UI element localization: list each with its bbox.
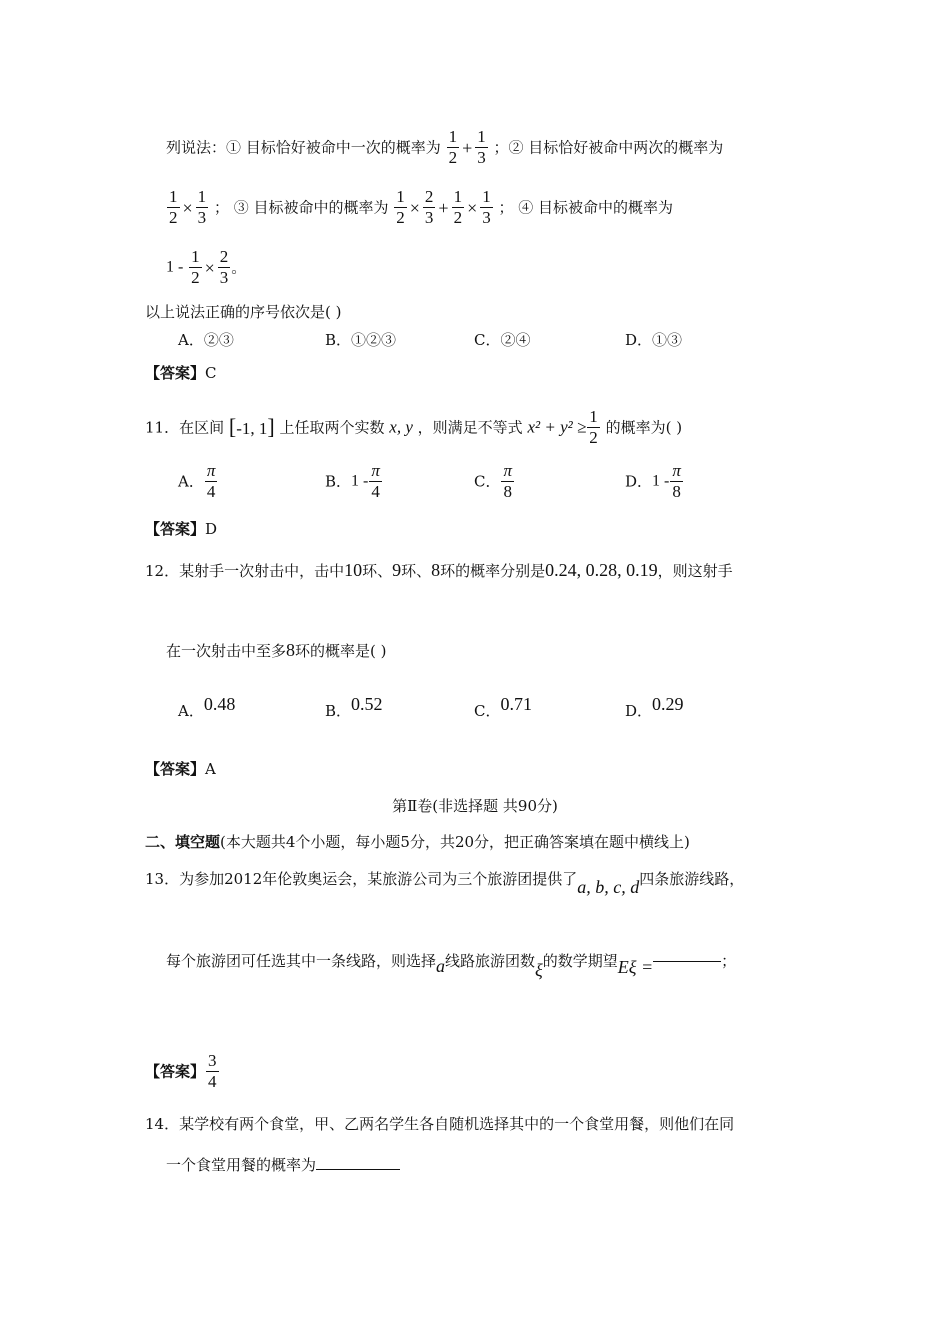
q12-n8: 8 [431, 560, 441, 580]
answer-value: A [205, 760, 216, 778]
q10-line3-prefix: 1 - [166, 258, 184, 276]
option-fraction [205, 462, 218, 501]
frac-num: π [672, 461, 681, 480]
q12-probs: 0.24, 0.28, 0.19 [545, 560, 658, 580]
fraction-one-half: $\frac{1}{2}$ [589, 407, 598, 447]
q12-line1-a: 12．某射手一次射击中，击中 [145, 562, 345, 580]
q13-answer-blank [653, 961, 721, 962]
q12-line1 [145, 560, 733, 581]
option-label: C． [474, 702, 501, 720]
q12-ring: 环、 [401, 562, 432, 580]
q11-prefix: 11．在区间 [145, 418, 225, 437]
fraction-one-half: $\frac{1}{2}$ [448, 127, 458, 167]
frac-den: 8 [672, 482, 681, 501]
option-label: C． [474, 472, 501, 491]
answer-label: 【答案】 [145, 1062, 206, 1081]
option-label: D． [625, 702, 653, 720]
q11-end: 的概率为( ) [605, 418, 683, 437]
q11-option-b [325, 462, 383, 501]
q10-line2-mid: ； ③ 目标被命中的概率为 [213, 198, 389, 217]
q12-option-c [474, 694, 532, 721]
q10-line2: $\frac{1}{2}$ × $\frac{1}{3}$ ； ③ 目标被命中的概率为 $\frac{1}{2}$ × $\frac{2}{3}$ + $\frac{1}{2}$ × $\frac{1}{3}$ ； ④ 目标被命中的概率为 [169, 187, 674, 227]
q11-inequality: x² + y² ≥ [527, 417, 587, 437]
answer-label: 【答案】 [145, 364, 206, 382]
q13-line2-end: ； [721, 952, 737, 970]
option-label: A． [178, 472, 204, 491]
option-value: 0.52 [351, 694, 383, 714]
frac-num: π [503, 461, 513, 480]
q11-vars: x, y [389, 417, 413, 437]
q13-line1 [145, 868, 745, 897]
q11-mid2: ，则满足不等式 [417, 418, 523, 437]
q12-line2-a: 在一次射击中至多 [166, 642, 287, 660]
q13-line2-b: 线路旅游团数 [445, 952, 536, 970]
q12-option-b [325, 694, 383, 721]
option-value: 0.48 [203, 694, 236, 714]
option-fraction [369, 462, 382, 501]
answer-label: 【答案】 [145, 520, 206, 538]
q11-option-c [474, 462, 515, 501]
option-label: A． [178, 702, 204, 720]
q10-answer [145, 363, 217, 383]
option-value: 0.29 [652, 694, 684, 714]
q13-line2 [166, 950, 737, 980]
q13-expectation: Eξ = [617, 957, 654, 977]
frac-num: 3 [208, 1051, 217, 1070]
frac-den: 4 [208, 1072, 217, 1091]
option-value: 0.71 [500, 694, 532, 714]
q13-answer [145, 1052, 220, 1091]
fraction-one-half: $\frac{1}{2}$ [453, 187, 463, 227]
frac-den: 4 [371, 482, 380, 501]
option-label: B． [325, 472, 352, 491]
q12-line2-b: 环的概率是( ) [295, 642, 387, 660]
frac-num: π [371, 461, 380, 480]
q13-var-a: a [436, 956, 446, 976]
answer-label: 【答案】 [145, 760, 206, 778]
fraction-two-thirds: $\frac{2}{3}$ [424, 187, 434, 227]
q13-line2-c: 的数学期望 [542, 952, 618, 970]
q12-ring: 环、 [362, 562, 393, 580]
q11-interval: [-1, 1] [228, 413, 275, 439]
frac-den: 8 [503, 482, 512, 501]
q12-line2 [166, 640, 387, 661]
q13-line1-text: 13．为参加2012年伦敦奥运会，某旅游公司为三个旅游团提供了 [145, 870, 578, 888]
q12-option-d [625, 694, 684, 721]
q12-ring2: 环的概率分别是 [440, 562, 546, 580]
q10-line3-end: 。 [231, 258, 247, 277]
q14-line1: 14．某学校有两个食堂，甲、乙两名学生各自随机选择其中的一个食堂用餐，则他们在同 [145, 1115, 735, 1133]
q11-answer [145, 519, 217, 539]
q12-line1-end: ，则这射手 [657, 562, 733, 580]
fraction-two-thirds: $\frac{2}{3}$ [219, 247, 229, 287]
q11-interval-value: -1, 1 [236, 418, 268, 438]
q10-line1: 列说法：① 目标恰好被命中一次的概率为 $\frac{1}{2}$ + $\frac{1}{3}$ ；② 目标恰好被命中两次的概率为 [166, 127, 724, 167]
section-heading-rest: (本大题共4个小题，每小题5分，共20分，把正确答案填在题中横线上) [220, 833, 690, 851]
answer-value: D [205, 520, 218, 538]
q14-line2 [166, 1155, 400, 1175]
q12-n9: 9 [392, 560, 402, 580]
fraction-one-third: $\frac{1}{3}$ [197, 187, 207, 227]
q13-routes: a, b, c, d [577, 877, 640, 897]
fraction-one-half: $\frac{1}{2}$ [191, 247, 200, 287]
q11-stem [145, 408, 682, 447]
q10-line2-end: ； ④ 目标被命中的概率为 [498, 198, 674, 217]
frac-den: 4 [206, 482, 216, 501]
q10-line1-prefix: 列说法：① 目标恰好被命中一次的概率为 [166, 138, 441, 157]
q13-line2-a: 每个旅游团可任选其中一条线路，则选择 [166, 952, 437, 970]
q12-answer [145, 759, 216, 779]
q13-answer-fraction [206, 1052, 219, 1091]
q10-option-c: C．②④ [474, 331, 531, 349]
q10-line1-mid: ；② 目标恰好被命中两次的概率为 [493, 138, 724, 157]
q11-mid: 上任取两个实数 [279, 418, 385, 437]
fraction-one-third: $\frac{1}{3}$ [477, 127, 486, 167]
q10-option-d: D．①③ [625, 331, 683, 349]
q14-line2-text: 一个食堂用餐的概率为 [166, 1156, 317, 1174]
q12-option-a [178, 694, 236, 721]
frac-num: π [206, 461, 216, 480]
q10-option-a: A．②③ [178, 331, 234, 349]
section-heading [145, 832, 690, 852]
q13-line1-end: 四条旅游线路， [639, 870, 745, 888]
q14-answer-blank [316, 1169, 400, 1170]
q10-option-b: B．①②③ [325, 331, 397, 349]
option-fraction [501, 462, 514, 501]
q11-option-d [625, 462, 684, 501]
fraction-one-third: $\frac{1}{3}$ [482, 187, 491, 227]
fraction-one-half: $\frac{1}{2}$ [396, 187, 405, 227]
q11-option-a [178, 462, 218, 501]
q10-line3: 1 - $\frac{1}{2}$ × $\frac{2}{3}$ 。 [166, 247, 247, 287]
q12-n8: 8 [286, 640, 296, 660]
option-prefix: 1 - [351, 472, 369, 490]
fraction-one-half: $\frac{1}{2}$ [169, 187, 178, 227]
option-prefix: 1 - [652, 472, 670, 490]
q12-n10: 10 [344, 560, 363, 580]
q13-xi: ξ [535, 960, 543, 980]
part2-title: 第Ⅱ卷(非选择题 共90分) [392, 797, 558, 815]
option-label: D． [625, 472, 653, 491]
option-label: B． [325, 702, 352, 720]
option-fraction [670, 462, 683, 501]
answer-value: C [205, 364, 217, 382]
section-heading-bold: 二、填空题 [145, 833, 221, 851]
q10-stem: 以上说法正确的序号依次是( ) [145, 303, 342, 321]
